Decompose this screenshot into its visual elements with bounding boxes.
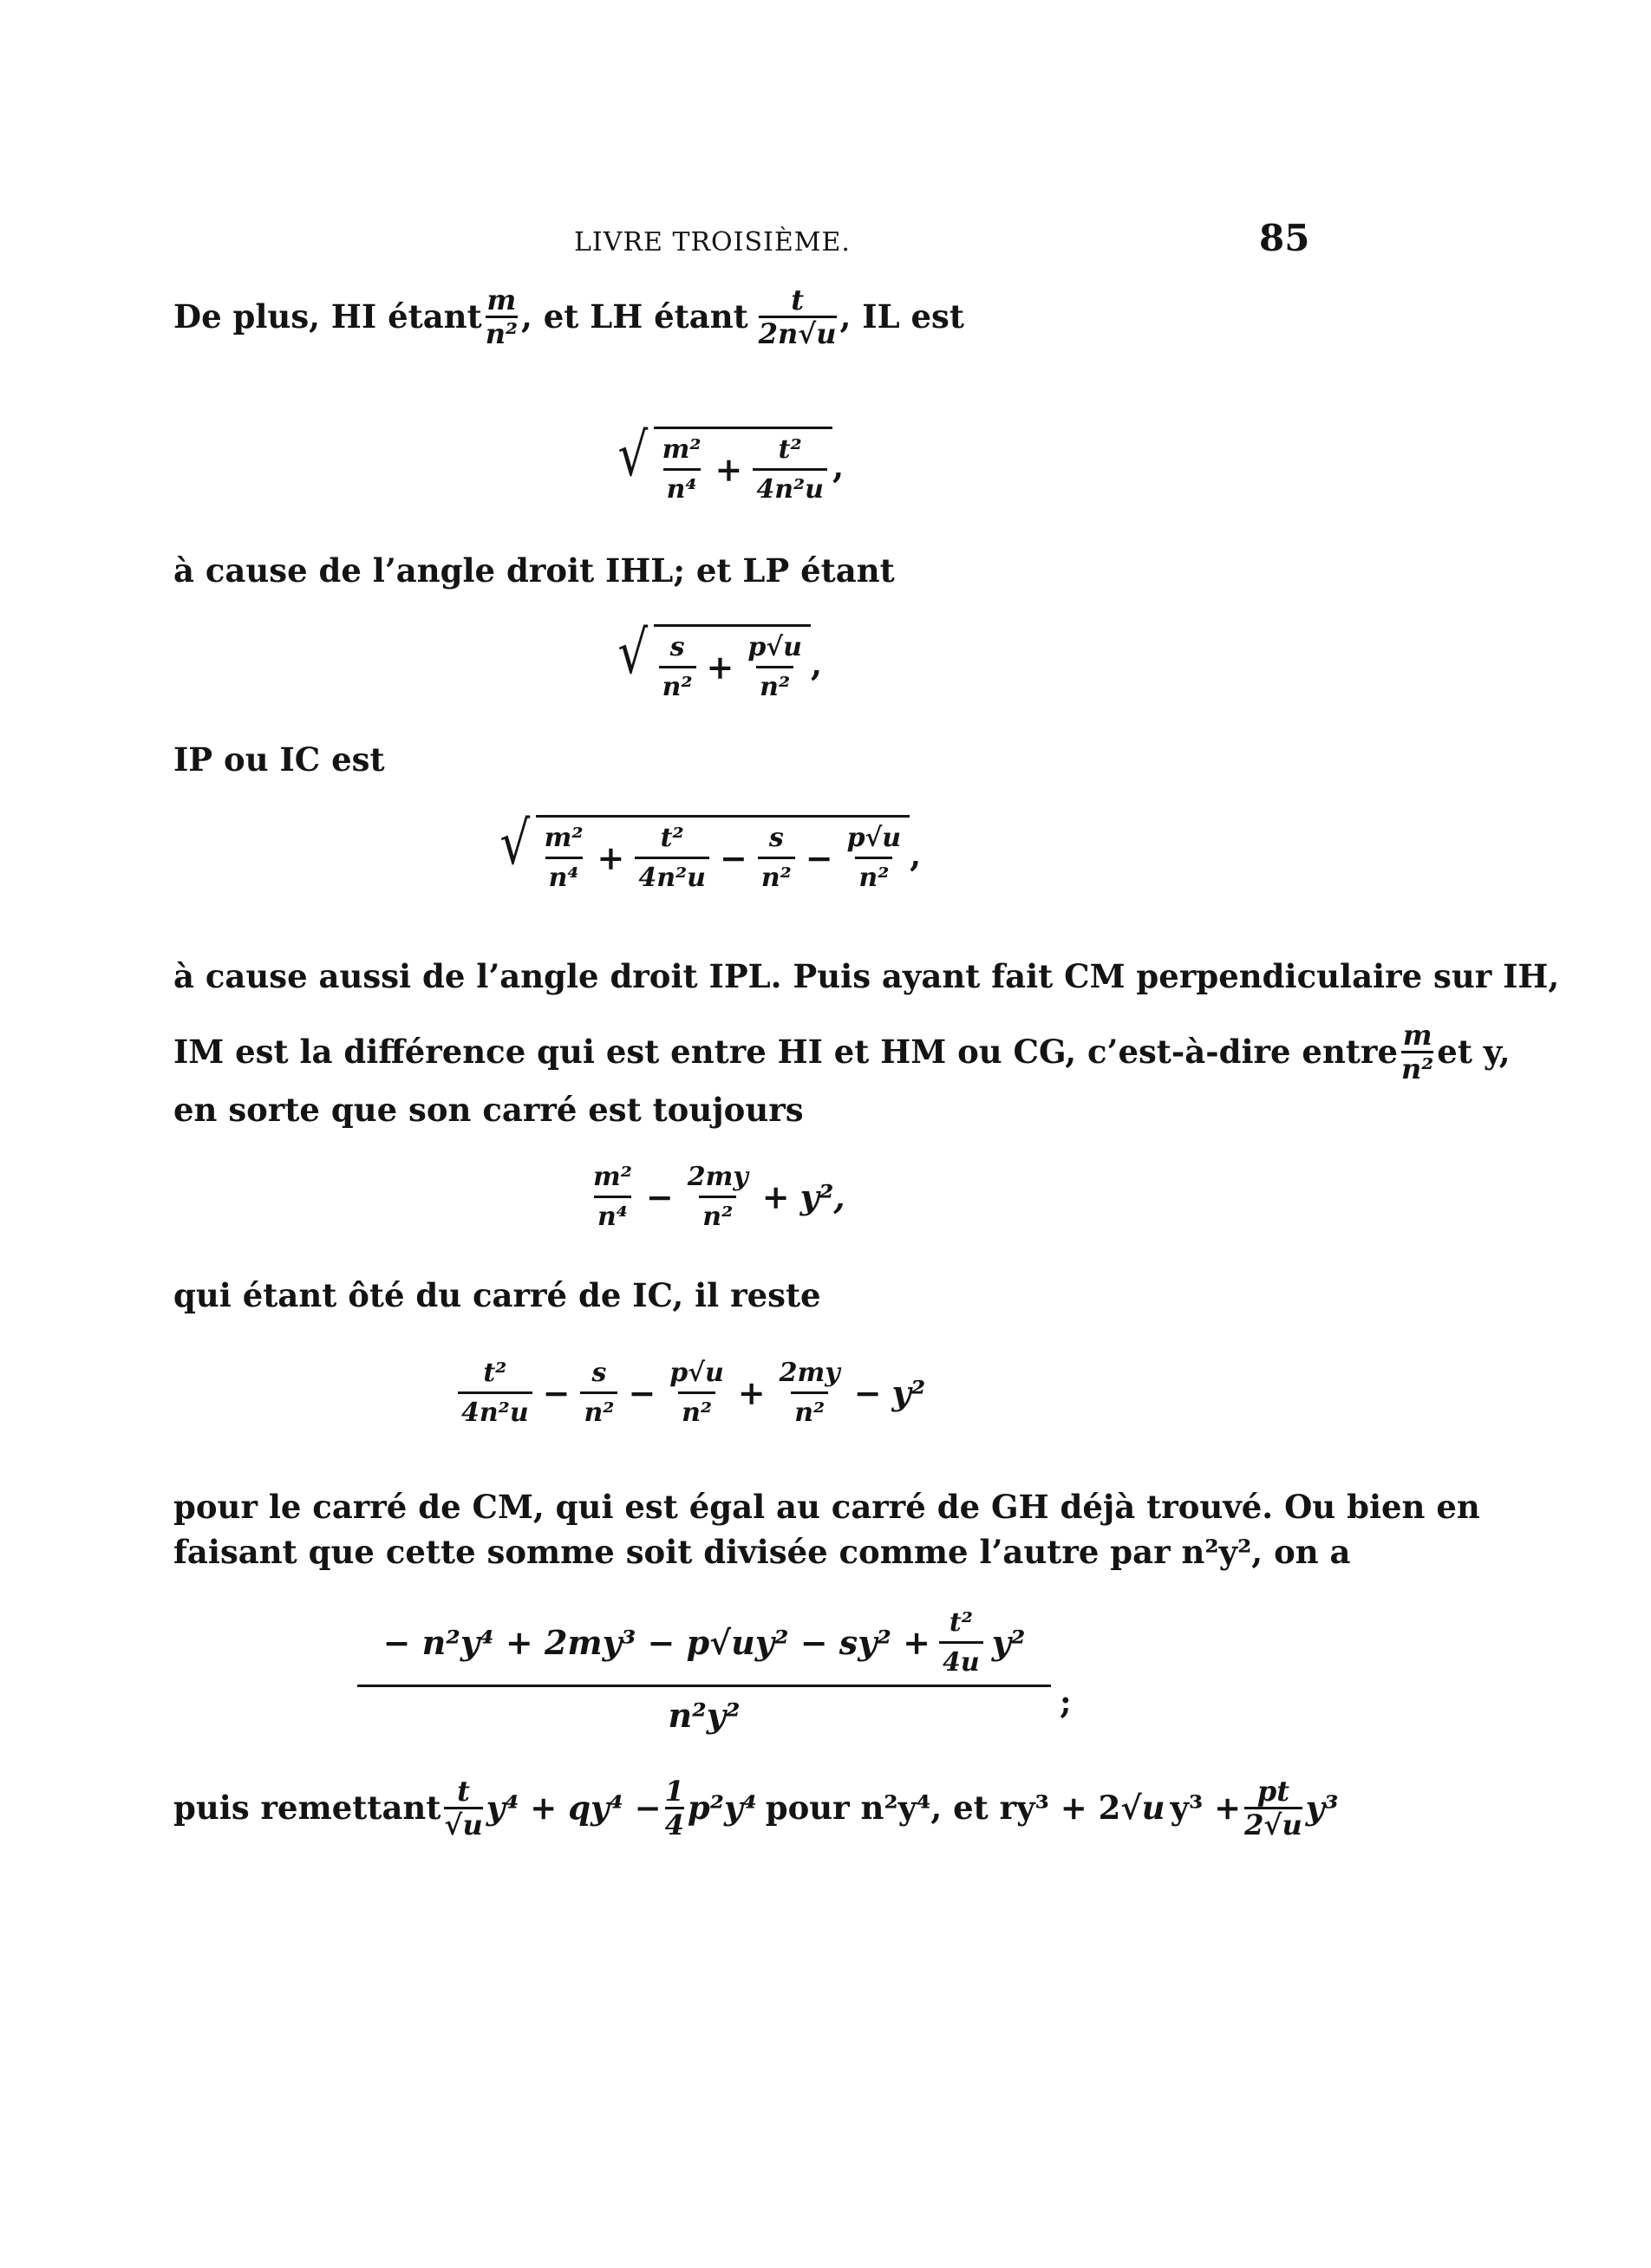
fraction-rest-4-num: 2my (779, 1358, 840, 1388)
fraction-il-2 (753, 434, 827, 505)
fraction-rm-1 (444, 1777, 482, 1839)
fraction-lh (759, 286, 837, 348)
fraction-sq-2 (684, 1162, 752, 1232)
plus-sign: + (597, 838, 625, 877)
fraction-ic-1 (541, 823, 587, 893)
fraction-rest-2-num: s (591, 1358, 607, 1388)
minus-sign: − (719, 838, 747, 877)
fraction-rm-1-num: t (457, 1775, 470, 1808)
text-et-y: et y, (1437, 1033, 1511, 1071)
fraction-rest-3 (666, 1358, 728, 1428)
fraction-rest-1 (458, 1358, 532, 1428)
fraction-ic-3-num: s (768, 823, 784, 853)
fraction-lp-2-den: n² (756, 666, 793, 702)
comma: , (832, 446, 845, 486)
fraction-rm-3-den: 2√u (1244, 1809, 1302, 1841)
radical-il (614, 421, 832, 505)
minus-sign: − (645, 1177, 674, 1216)
paragraph-carre-cm-line2: faisant que cette somme soit divisée comme l’autre par n²y², on a (173, 1533, 1351, 1571)
fraction-hi-den: n² (485, 317, 518, 350)
fraction-rest-3-num: p√u (669, 1358, 724, 1388)
fraction-ic-4-num: p√u (846, 823, 902, 853)
fraction-ic-3 (758, 823, 795, 893)
radical-lp (614, 619, 811, 702)
equation-remainder (458, 1358, 925, 1428)
fraction-sq-1 (590, 1162, 636, 1232)
fraction-ic-1-den: n⁴ (545, 857, 583, 893)
text-de-plus: De plus, HI étant (173, 297, 482, 336)
fraction-sq-2-num: 2my (687, 1162, 748, 1192)
fraction-rm-1-den: √u (444, 1809, 483, 1841)
fraction-lh-num: t (791, 284, 804, 316)
text-pour-n2y4: pour n²y⁴, et ry³ + 2 (765, 1789, 1121, 1827)
fraction-ic-2-den: 4n²u (635, 857, 709, 893)
fraction-rest-1-num: t² (483, 1358, 507, 1388)
comma: , (810, 643, 823, 683)
fraction-rest-1-den: 4n²u (458, 1391, 532, 1428)
fraction-il-1-num: m² (662, 434, 702, 465)
fraction-ic-4 (844, 823, 905, 893)
paragraph-angle-ihl: à cause de l’angle droit IHL; et LP étant (173, 551, 895, 590)
comma: , (910, 834, 922, 874)
equation-il (614, 421, 845, 505)
text-rm-sqrt: √u (1120, 1789, 1165, 1827)
fraction-hi (486, 286, 518, 348)
equation-big-fraction (357, 1607, 1051, 1735)
text-puis-remettant: puis remettant (173, 1789, 441, 1827)
fraction-ic-2-num: t² (660, 823, 684, 853)
fraction-rest-4-den: n² (791, 1391, 828, 1428)
paragraph-ip-ic: IP ou IC est (173, 740, 385, 779)
text-y3-plus: y³ + (1170, 1789, 1242, 1827)
fraction-sq-1-num: m² (593, 1162, 632, 1192)
fraction-rest-2-den: n² (580, 1391, 617, 1428)
square-tail: y², (799, 1177, 845, 1216)
fraction-ic-1-num: m² (544, 823, 584, 853)
fraction-rest-4 (776, 1358, 844, 1428)
paragraph-carre-cm-line1: pour le carré de CM, qui est égal au carré de GH déjà trouvé. Ou bien en (173, 1488, 1480, 1526)
equation-lp (614, 619, 823, 702)
radical-ic (496, 810, 910, 893)
radical-il-body (654, 427, 832, 505)
fraction-il-1-den: n⁴ (663, 468, 701, 505)
equation-ic (496, 810, 922, 893)
fraction-hi-num: m (486, 284, 517, 316)
minus-sign: − (628, 1373, 656, 1412)
paragraph-remettant (173, 1777, 1338, 1839)
semicolon: ; (1060, 1683, 1072, 1721)
paragraph-angle-ipl-line2 (173, 1021, 1511, 1083)
minus-sign: − (805, 838, 833, 877)
fraction-lp-2-num: p√u (747, 632, 802, 662)
fraction-il-2-num: t² (778, 434, 802, 465)
fraction-im-num: m (1402, 1019, 1432, 1052)
plus-sign: + (761, 1177, 790, 1216)
fraction-ic-2 (635, 823, 709, 893)
page-number: 85 (1259, 217, 1310, 259)
fraction-rm-2-den: 4 (664, 1809, 684, 1841)
fraction-il-1 (659, 434, 705, 505)
text-il-est: , IL est (839, 297, 964, 336)
paragraph-il-reste: qui étant ôté du carré de IC, il reste (173, 1276, 821, 1314)
fraction-lp-2 (744, 632, 806, 702)
radical-sign-icon: √ (617, 421, 649, 490)
fraction-lp-1-den: n² (659, 666, 696, 702)
remainder-tail: y² (891, 1373, 926, 1412)
radical-sign-icon: √ (617, 619, 649, 688)
equation-square-im (590, 1162, 845, 1232)
text-rm-mid2: p²y⁴ (687, 1789, 757, 1827)
fraction-rm-3 (1244, 1777, 1302, 1839)
fraction-sq-2-den: n² (699, 1196, 736, 1232)
text-im-difference: IM est la différence qui est entre HI et HM ou CG, c’est-à-dire entre (173, 1033, 1398, 1071)
fraction-sq-1-den: n⁴ (594, 1196, 631, 1232)
fraction-big-inner-den: 4u (939, 1641, 983, 1678)
big-numerator-tail: y² (991, 1623, 1026, 1662)
fraction-lp-1-num: s (669, 632, 685, 662)
fraction-lh-den: 2n√u (758, 317, 837, 350)
plus-sign: + (706, 648, 734, 687)
big-numerator-terms: − n²y⁴ + 2my³ − p√uy² − sy² + (382, 1623, 930, 1662)
fraction-ic-4-den: n² (855, 857, 892, 893)
paragraph-hi-lh (173, 286, 964, 348)
radical-sign-icon: √ (499, 810, 531, 878)
plus-sign: + (737, 1373, 766, 1412)
text-rm-mid: y⁴ + qy⁴ − (486, 1789, 662, 1827)
paragraph-angle-ipl-line3: en sorte que son carré est toujours (173, 1091, 804, 1129)
fraction-rm-2-num: 1 (664, 1775, 684, 1808)
text-rm-tail: y³ (1305, 1789, 1339, 1827)
plus-sign: + (715, 450, 743, 489)
minus-sign: − (542, 1373, 571, 1412)
fraction-il-2-den: 4n²u (753, 468, 827, 505)
fraction-big-inner-num: t² (949, 1607, 973, 1638)
fraction-rm-3-num: pt (1256, 1775, 1289, 1808)
radical-lp-body (654, 624, 811, 702)
running-title: LIVRE TROISIÈME. (574, 227, 851, 257)
fraction-rm-2 (665, 1777, 684, 1839)
fraction-ic-3-den: n² (758, 857, 795, 893)
big-fraction-numerator (383, 1607, 1026, 1685)
fraction-im (1401, 1021, 1433, 1083)
fraction-im-den: n² (1401, 1053, 1434, 1085)
radical-ic-body (536, 815, 910, 893)
fraction-rest-2 (580, 1358, 617, 1428)
text-et-lh: , et LH étant (520, 297, 748, 336)
paragraph-angle-ipl-line1: à cause aussi de l’angle droit IPL. Puis ayant fait CM perpendiculaire sur IH, (173, 957, 1560, 995)
fraction-big-inner (939, 1607, 983, 1678)
big-fraction-denominator: n²y² (357, 1685, 1051, 1735)
minus-sign: − (853, 1373, 882, 1412)
fraction-lp-1 (659, 632, 696, 702)
fraction-rest-3-den: n² (678, 1391, 715, 1428)
